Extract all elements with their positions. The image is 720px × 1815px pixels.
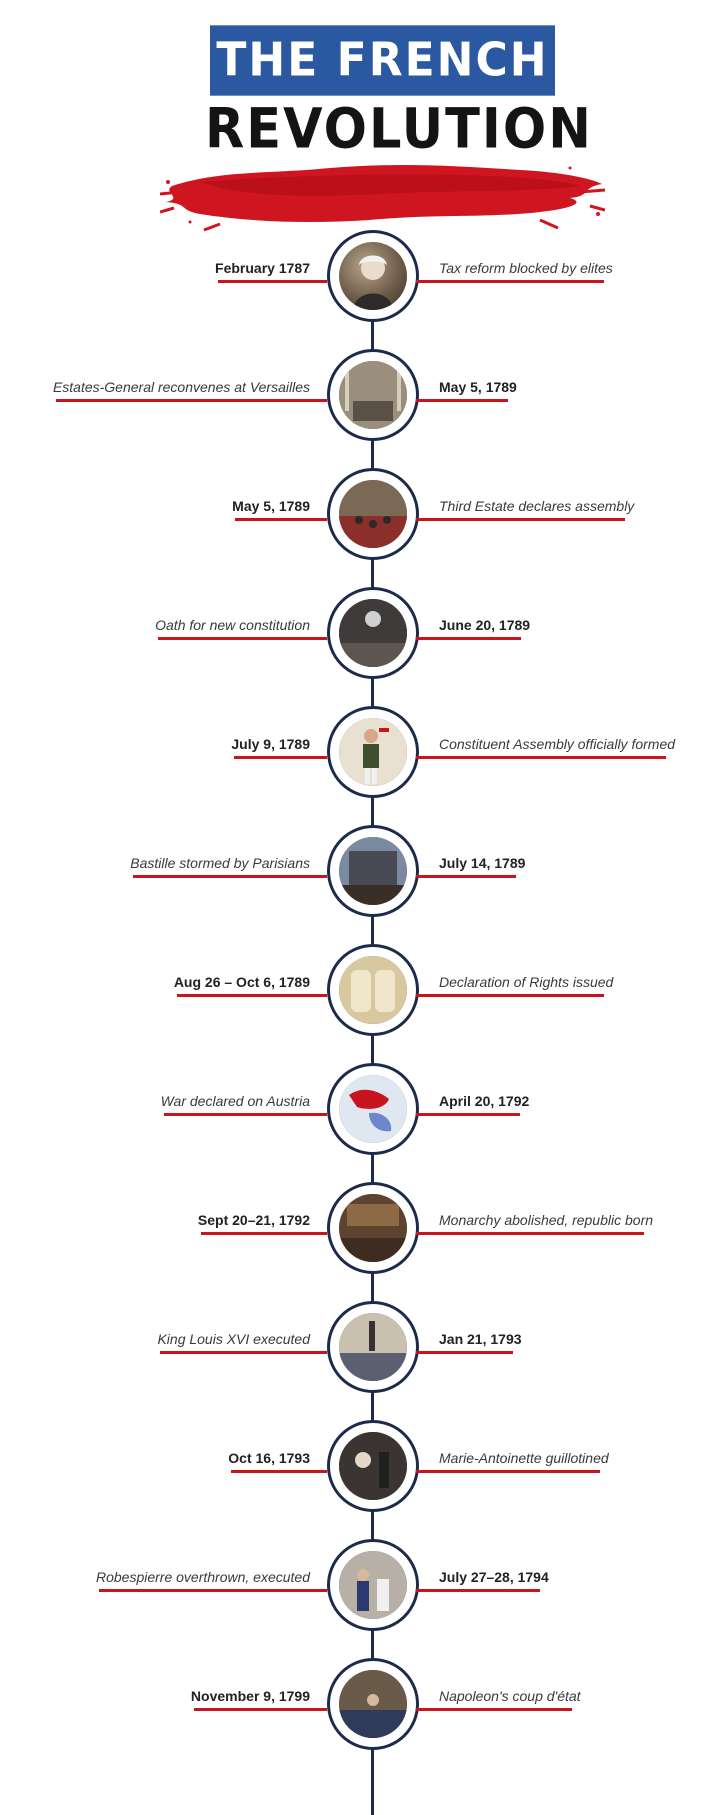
red-underline	[416, 637, 521, 640]
title-line-1: THE FRENCH	[216, 33, 549, 87]
event-picture	[339, 361, 407, 429]
event-date: Oct 16, 1793	[228, 1450, 310, 1466]
event-picture	[339, 242, 407, 310]
event-description: Bastille stormed by Parisians	[130, 855, 310, 871]
event-description: Estates-General reconvenes at Versailles	[52, 379, 310, 395]
event-date: July 14, 1789	[439, 855, 526, 871]
event-date: July 9, 1789	[231, 736, 310, 752]
red-underline	[235, 518, 327, 521]
red-brush-stroke	[160, 152, 605, 236]
timeline-event	[0, 1301, 720, 1411]
event-image-circle	[327, 944, 419, 1036]
event-picture	[339, 480, 407, 548]
title-line-2: REVOLUTION	[205, 97, 593, 162]
event-description: Napoleon's coup d'état	[439, 1688, 581, 1704]
event-picture	[339, 837, 407, 905]
event-picture	[339, 1313, 407, 1381]
event-description: Oath for new constitution	[155, 617, 310, 633]
event-date: November 9, 1799	[190, 1688, 310, 1704]
event-image-circle	[327, 468, 419, 560]
event-date: April 20, 1792	[439, 1093, 530, 1109]
red-underline	[234, 756, 327, 759]
timeline-event	[0, 349, 720, 459]
event-date: February 1787	[215, 260, 310, 276]
red-underline	[416, 1232, 644, 1235]
timeline-event	[0, 825, 720, 935]
event-date: May 5, 1789	[232, 498, 310, 514]
event-picture	[339, 1551, 407, 1619]
timeline-event	[0, 1539, 720, 1649]
red-underline	[416, 399, 508, 402]
red-underline	[158, 637, 327, 640]
event-picture	[339, 1432, 407, 1500]
event-description: Robespierre overthrown, executed	[95, 1569, 310, 1585]
event-image-circle	[327, 587, 419, 679]
event-description: Tax reform blocked by elites	[439, 260, 613, 276]
event-picture	[339, 1194, 407, 1262]
event-image-circle	[327, 825, 419, 917]
timeline-event	[0, 1658, 720, 1768]
event-date: July 27–28, 1794	[439, 1569, 549, 1585]
red-underline	[160, 1351, 327, 1354]
event-picture	[339, 599, 407, 667]
event-picture	[339, 1670, 407, 1738]
event-description: Monarchy abolished, republic born	[439, 1212, 654, 1228]
event-picture	[339, 1075, 407, 1143]
event-image-circle	[327, 1063, 419, 1155]
event-date: May 5, 1789	[439, 379, 517, 395]
event-description: Constituent Assembly officially formed	[439, 736, 676, 752]
timeline-event	[0, 1420, 720, 1530]
red-underline	[133, 875, 327, 878]
red-underline	[416, 1708, 572, 1711]
timeline-event	[0, 944, 720, 1054]
event-description: King Louis XVI executed	[157, 1331, 310, 1347]
timeline-event	[0, 230, 720, 340]
event-picture	[339, 956, 407, 1024]
red-underline	[164, 1113, 327, 1116]
red-underline	[416, 756, 666, 759]
event-date: Sept 20–21, 1792	[197, 1212, 310, 1228]
event-image-circle	[327, 1539, 419, 1631]
red-underline	[218, 280, 327, 283]
timeline-event	[0, 1063, 720, 1173]
red-underline	[56, 399, 327, 402]
red-underline	[99, 1589, 327, 1592]
event-date: Jan 21, 1793	[439, 1331, 522, 1347]
red-underline	[416, 994, 604, 997]
event-image-circle	[327, 349, 419, 441]
event-image-circle	[327, 1658, 419, 1750]
red-underline	[416, 280, 604, 283]
red-underline	[231, 1470, 327, 1473]
event-image-circle	[327, 1301, 419, 1393]
title-banner	[210, 25, 555, 95]
event-description: Marie-Antoinette guillotined	[439, 1450, 609, 1466]
event-date: June 20, 1789	[439, 617, 531, 633]
event-image-circle	[327, 230, 419, 322]
timeline-event	[0, 587, 720, 697]
event-image-circle	[327, 1182, 419, 1274]
red-underline	[416, 1470, 600, 1473]
red-underline	[416, 875, 516, 878]
red-underline	[177, 994, 327, 997]
event-description: Declaration of Rights issued	[439, 974, 614, 990]
red-underline	[194, 1708, 327, 1711]
event-picture	[339, 718, 407, 786]
timeline-event	[0, 1182, 720, 1292]
red-underline	[416, 518, 625, 521]
red-underline	[201, 1232, 327, 1235]
timeline-event	[0, 468, 720, 578]
event-image-circle	[327, 1420, 419, 1512]
event-description: Third Estate declares assembly	[439, 498, 635, 514]
timeline-event	[0, 706, 720, 816]
red-underline	[416, 1351, 513, 1354]
event-date: Aug 26 – Oct 6, 1789	[173, 974, 310, 990]
event-image-circle	[327, 706, 419, 798]
red-underline	[416, 1113, 520, 1116]
red-underline	[416, 1589, 540, 1592]
event-description: War declared on Austria	[160, 1093, 310, 1109]
